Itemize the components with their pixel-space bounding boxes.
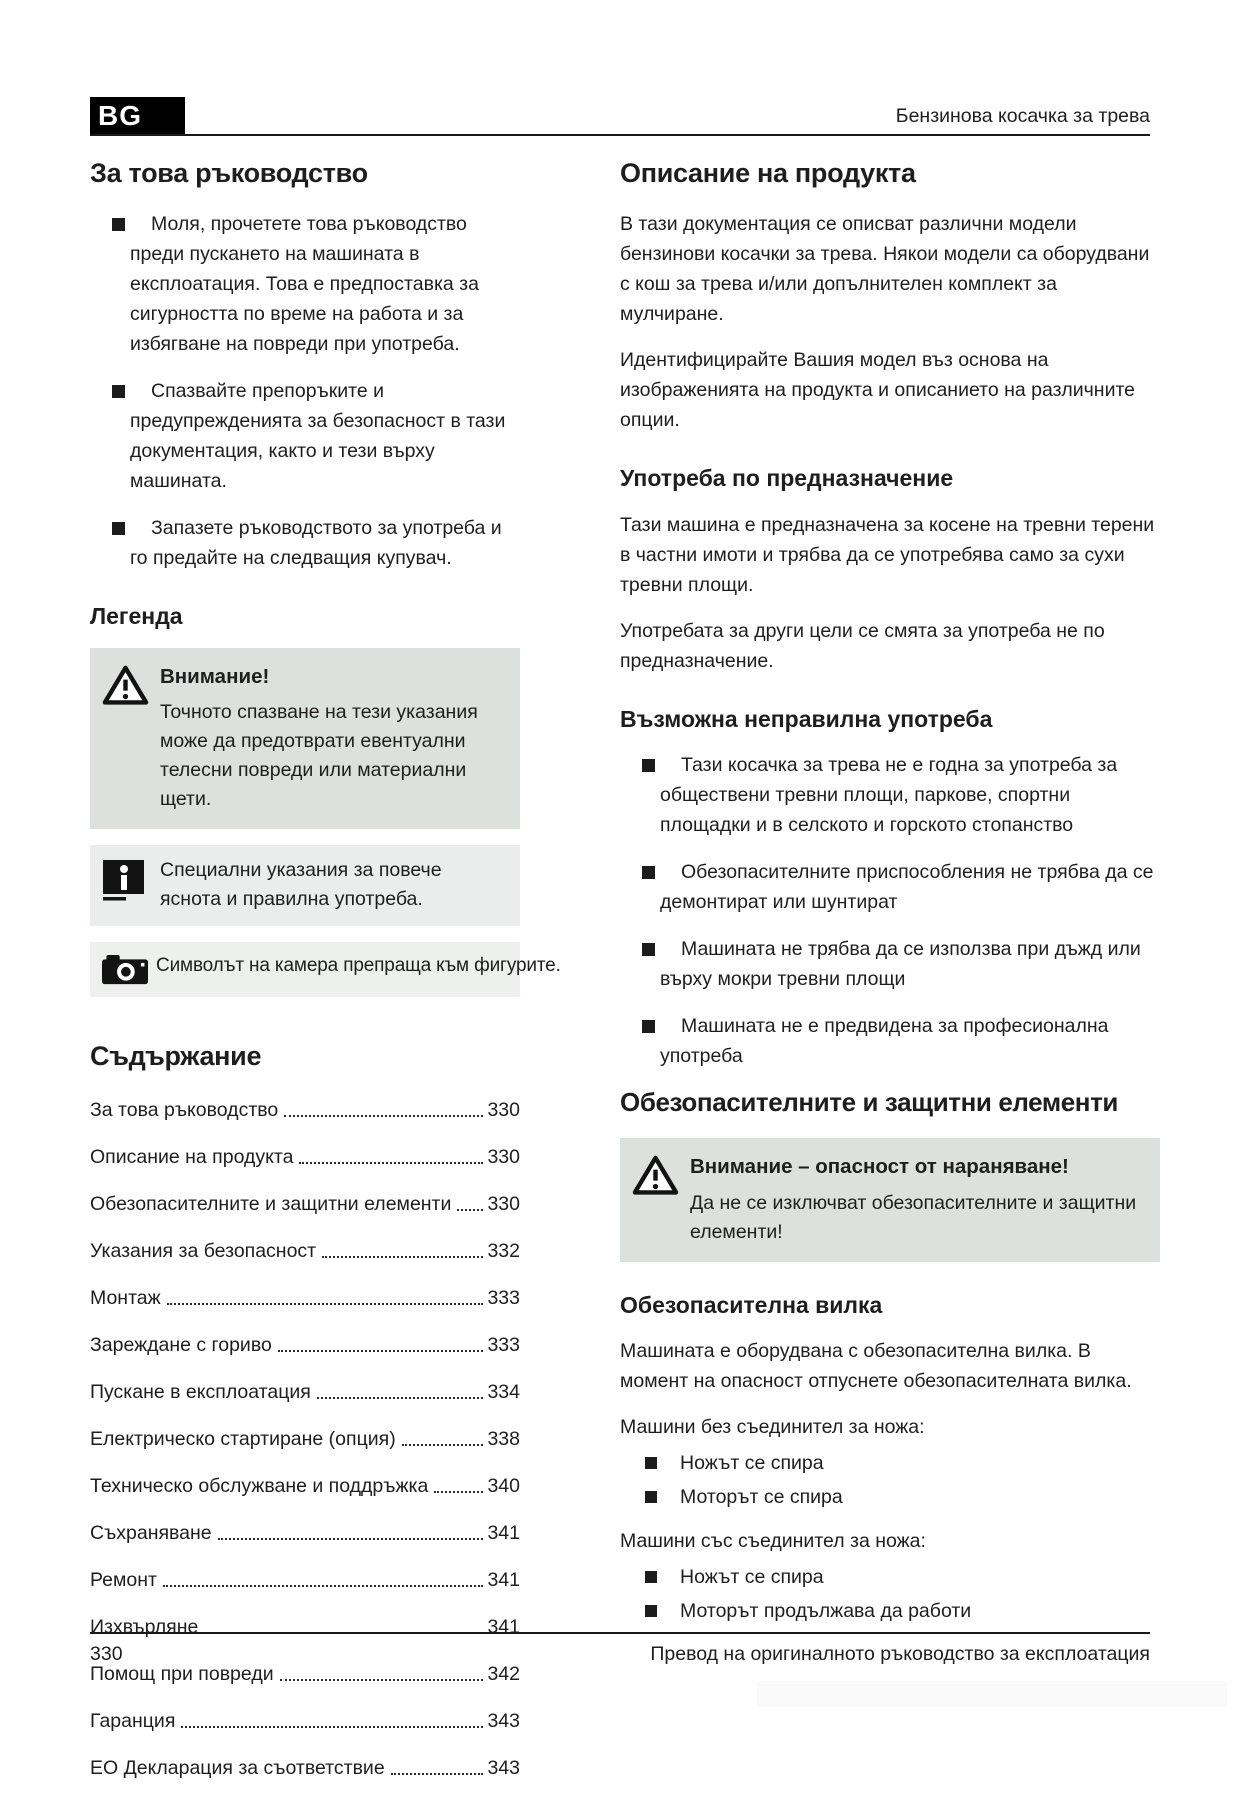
section-title-intended-use: Употреба по предназначение — [620, 465, 954, 492]
section-title-safety-fork: Обезопасителна вилка — [620, 1291, 883, 1318]
group-label: Машини без съединител за ножа: — [620, 1416, 925, 1439]
warning-title: Внимание! — [160, 664, 270, 688]
section-title-about: За това ръководство — [90, 158, 368, 188]
page-header — [90, 97, 1150, 136]
toc-entry — [90, 1709, 520, 1733]
toc-entry-label: Монтаж — [90, 1287, 161, 1310]
warning-text: Да не се изключват обезопасителните и защитни елементи! — [690, 1191, 1137, 1243]
list-item: Ножът се спира — [620, 1448, 1160, 1478]
camera-body — [156, 951, 561, 986]
toc-entry-page: 343 — [487, 1710, 520, 1733]
warning-triangle-icon — [102, 661, 160, 815]
toc-entry-label: Помощ при повреди — [90, 1663, 274, 1686]
list-item: Тази косачка за трева не е годна за употреба за обществени тревни площи, паркове, спортни площадки и в селското и горското стопанство — [620, 750, 1160, 840]
scan-shadow — [757, 1681, 1227, 1707]
toc-leader-dots — [284, 1115, 483, 1117]
warning-callout — [620, 1138, 1160, 1262]
toc-entry — [90, 1380, 520, 1404]
toc-entry — [90, 1098, 520, 1122]
list-item: Машината не трябва да се използва при дъжд или върху мокри тревни площи — [620, 934, 1160, 994]
toc-entry — [90, 1427, 520, 1451]
warning-triangle-icon — [632, 1151, 690, 1247]
toc-entry-label: За това ръководство — [90, 1099, 279, 1122]
toc-entry-label: Зареждане с гориво — [90, 1334, 272, 1357]
toc-entry — [90, 1192, 520, 1216]
toc-leader-dots — [280, 1679, 484, 1681]
toc-entry-page: 334 — [487, 1381, 520, 1404]
toc-entry — [90, 1145, 520, 1169]
page-content — [90, 97, 1155, 1803]
left-column — [90, 152, 561, 1803]
fork-group-list — [620, 1562, 1160, 1626]
toc-entry — [90, 1474, 520, 1498]
paragraph: Машината е оборудвана с обезопасителна вилка. В момент на опасност отпуснете обезопасителната вилка. — [620, 1340, 1132, 1393]
group-label: Машини със съединител за ножа: — [620, 1530, 926, 1553]
toc-entry-label: Пускане в експлоатация — [90, 1381, 311, 1404]
info-text: Специални указания за повече яснота и правилна употреба. — [160, 859, 442, 911]
toc-entry-label: ЕО Декларация за съответствие — [90, 1757, 385, 1780]
list-item: Спазвайте препоръките и предупрежденията за безопасност в тази документация, както и тези върху машината. — [90, 376, 520, 496]
page-footer — [90, 1632, 1150, 1666]
toc-entry-page: 341 — [487, 1569, 520, 1592]
toc-leader-dots — [434, 1491, 483, 1493]
toc-entry-page: 333 — [487, 1334, 520, 1357]
warning-body — [690, 1151, 1146, 1247]
section-title-legend: Легенда — [90, 603, 183, 630]
toc-entry-label: Указания за безопасност — [90, 1240, 317, 1263]
toc-leader-dots — [218, 1538, 484, 1540]
section-title-product: Описание на продукта — [620, 158, 916, 188]
fork-group-list — [620, 1448, 1160, 1512]
toc-leader-dots — [317, 1397, 484, 1399]
list-item: Ножът се спира — [620, 1562, 1160, 1592]
info-callout — [90, 845, 520, 926]
list-item: Моторът се спира — [620, 1482, 1160, 1512]
toc-entry-label: Описание на продукта — [90, 1146, 294, 1169]
paragraph: Употребата за други цели се смята за употреба не по предназначение. — [620, 619, 1105, 672]
toc-leader-dots — [402, 1444, 484, 1446]
toc-entry-label: Гаранция — [90, 1710, 176, 1733]
toc-entry-page: 341 — [487, 1616, 520, 1639]
toc-entry-page: 332 — [487, 1240, 520, 1263]
toc-entry-page: 340 — [487, 1475, 520, 1498]
toc-entry-label: Електрическо стартиране (опция) — [90, 1428, 396, 1451]
toc-entry — [90, 1521, 520, 1545]
toc-entry-page: 343 — [487, 1757, 520, 1780]
toc-leader-dots — [278, 1350, 484, 1352]
warning-callout — [90, 648, 520, 830]
about-bullet-list — [90, 209, 520, 573]
list-item: Моля, прочетете това ръководство преди пускането на машината в експлоатация. Това е предпоставка за сигурността по време на работа и за избягване на повреди при употреба. — [90, 209, 520, 359]
toc-leader-dots — [167, 1303, 484, 1305]
toc-entry-label: Съхраняване — [90, 1522, 212, 1545]
toc-entry — [90, 1333, 520, 1357]
toc-entry-label: Техническо обслужване и поддръжка — [90, 1475, 429, 1498]
toc-leader-dots — [457, 1209, 483, 1211]
warning-body — [160, 661, 506, 815]
toc-leader-dots — [391, 1773, 484, 1775]
paragraph: В тази документация се описват различни модели бензинови косачки за трева. Някои модели са оборудвани с кош за трева и/или допълнителен комплект за мулчиране. — [620, 213, 1150, 326]
toc-entry — [90, 1286, 520, 1310]
toc-entry-label: Изхвърляне — [90, 1616, 199, 1639]
toc-leader-dots — [181, 1726, 483, 1728]
toc-entry-page: 330 — [487, 1099, 520, 1122]
footer-note: Превод на оригиналното ръководство за експлоатация — [650, 1643, 1150, 1665]
document-header-title: Бензинова косачка за трева — [895, 105, 1150, 127]
toc-title: Съдържание — [90, 1041, 262, 1072]
toc-entry-page: 330 — [487, 1193, 520, 1216]
camera-callout — [90, 942, 561, 997]
language-badge: BG — [90, 97, 185, 134]
toc-entry-page: 333 — [487, 1287, 520, 1310]
toc-entry — [90, 1568, 520, 1592]
paragraph: Идентифицирайте Вашия модел въз основа на изображенията на продукта и описанието на различните опции. — [620, 349, 1136, 432]
list-item: Моторът продължава да работи — [620, 1596, 1160, 1626]
list-item: Машината не е предвидена за професионална употреба — [620, 1011, 1160, 1071]
info-book-icon — [102, 856, 160, 914]
toc-leader-dots — [322, 1256, 483, 1258]
section-title-safety: Обезопасителните и защитни елементи — [620, 1087, 1119, 1118]
list-item: Запазете ръководството за употреба и го предайте на следващия купувач. — [90, 513, 520, 573]
misuse-bullet-list — [620, 750, 1160, 1071]
two-column-layout — [90, 152, 1155, 1803]
toc-entry — [90, 1239, 520, 1263]
toc-leader-dots — [163, 1585, 484, 1587]
camera-icon — [102, 951, 156, 986]
toc-entry-page: 342 — [487, 1663, 520, 1686]
toc-entry-page: 330 — [487, 1146, 520, 1169]
toc-entry-label: Ремонт — [90, 1569, 157, 1592]
warning-title: Внимание – опасност от нараняване! — [690, 1155, 1069, 1179]
toc-entry-page: 338 — [487, 1428, 520, 1451]
warning-text: Точното спазване на тези указания може да предотврати евентуални телесни повреди или материални щети. — [160, 701, 478, 811]
info-body — [160, 856, 506, 914]
camera-text: Символът на камера препраща към фигурите. — [156, 955, 561, 977]
table-of-contents — [90, 1098, 520, 1780]
toc-entry — [90, 1756, 520, 1780]
section-title-misuse: Възможна неправилна употреба — [620, 705, 993, 732]
toc-leader-dots — [299, 1162, 483, 1164]
list-item: Обезопасителните приспособления не трябва да се демонтират или шунтират — [620, 857, 1160, 917]
toc-entry-label: Обезопасителните и защитни елементи — [90, 1193, 452, 1216]
page-number: 330 — [90, 1643, 123, 1665]
toc-entry-page: 341 — [487, 1522, 520, 1545]
paragraph: Тази машина е предназначена за косене на тревни терени в частни имоти и трябва да се употребява само за сухи тревни площи. — [620, 513, 1155, 596]
right-column — [620, 152, 1160, 1803]
